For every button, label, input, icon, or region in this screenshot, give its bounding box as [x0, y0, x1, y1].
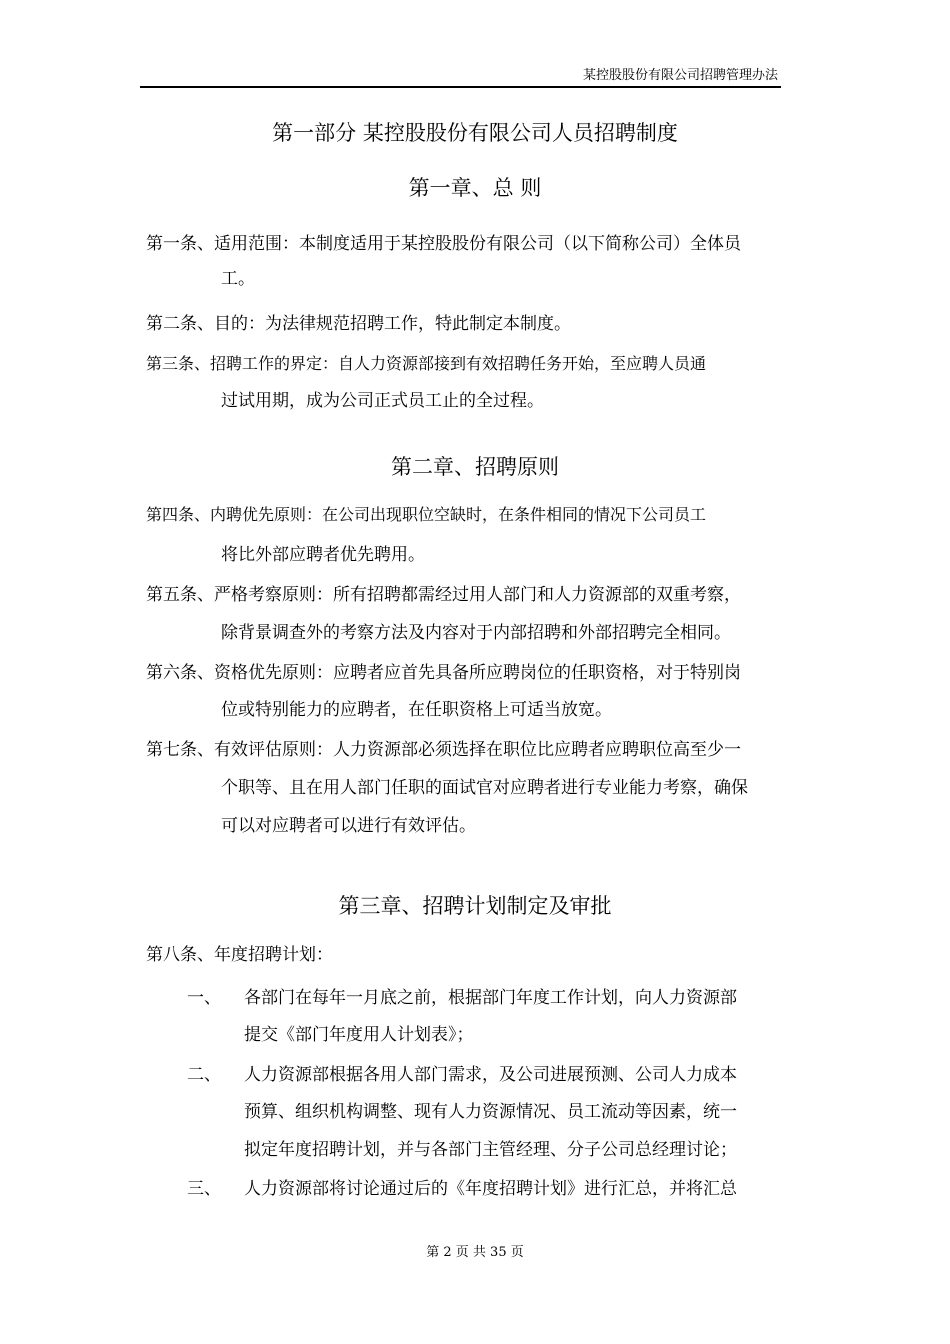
article-3-line-1: 第三条、招聘工作的界定：自人力资源部接到有效招聘任务开始，至应聘人员通	[146, 354, 707, 373]
list-item-2-number: 二、	[187, 1065, 221, 1085]
chapter-3-title: 第三章、招聘计划制定及审批	[338, 894, 612, 918]
article-6-line-2: 位或特别能力的应聘者，在任职资格上可适当放宽。	[221, 700, 612, 720]
article-3-line-2: 过试用期，成为公司正式员工止的全过程。	[221, 391, 544, 411]
header-divider	[140, 86, 781, 88]
list-item-3-line-1: 人力资源部将讨论通过后的《年度招聘计划》进行汇总，并将汇总	[244, 1179, 737, 1199]
chapter-2-title: 第二章、招聘原则	[391, 455, 559, 479]
article-1-line-2: 工。	[221, 269, 255, 289]
part-title: 第一部分 某控股股份有限公司人员招聘制度	[272, 121, 678, 145]
list-item-1-line-2: 提交《部门年度用人计划表》；	[244, 1025, 474, 1045]
article-4-line-2: 将比外部应聘者优先聘用。	[221, 545, 425, 565]
article-7-line-3: 可以对应聘者可以进行有效评估。	[221, 816, 476, 836]
article-7-line-1: 第七条、有效评估原则：人力资源部必须选择在职位比应聘者应聘职位高至少一	[146, 740, 741, 760]
list-item-2-line-2: 预算、组织机构调整、现有人力资源情况、员工流动等因素，统一	[244, 1102, 737, 1122]
list-item-2-line-1: 人力资源部根据各用人部门需求，及公司进展预测、公司人力成本	[244, 1065, 737, 1085]
list-item-1-number: 一、	[187, 988, 221, 1008]
page-footer: 第 2 页 共 35 页	[426, 1245, 524, 1260]
list-item-2-line-3: 拟定年度招聘计划，并与各部门主管经理、分子公司总经理讨论；	[244, 1140, 737, 1160]
article-5-line-1: 第五条、严格考察原则：所有招聘都需经过用人部门和人力资源部的双重考察，	[146, 585, 741, 605]
list-item-3-number: 三、	[187, 1179, 221, 1199]
article-7-line-2: 个职等、且在用人部门任职的面试官对应聘者进行专业能力考察，确保	[221, 778, 748, 798]
article-1-line-1: 第一条、适用范围：本制度适用于某控股股份有限公司（以下简称公司）全体员	[146, 234, 741, 254]
article-5-line-2: 除背景调查外的考察方法及内容对于内部招聘和外部招聘完全相同。	[221, 623, 731, 643]
article-6-line-1: 第六条、资格优先原则：应聘者应首先具备所应聘岗位的任职资格，对于特别岗	[146, 663, 741, 683]
article-8: 第八条、年度招聘计划：	[146, 945, 333, 965]
running-header: 某控股股份有限公司招聘管理办法	[582, 68, 778, 83]
chapter-1-title: 第一章、总 则	[408, 176, 542, 200]
article-2: 第二条、目的：为法律规范招聘工作，特此制定本制度。	[146, 314, 571, 334]
article-4-line-1: 第四条、内聘优先原则：在公司出现职位空缺时，在条件相同的情况下公司员工	[146, 505, 707, 524]
list-item-1-line-1: 各部门在每年一月底之前，根据部门年度工作计划，向人力资源部	[244, 988, 737, 1008]
